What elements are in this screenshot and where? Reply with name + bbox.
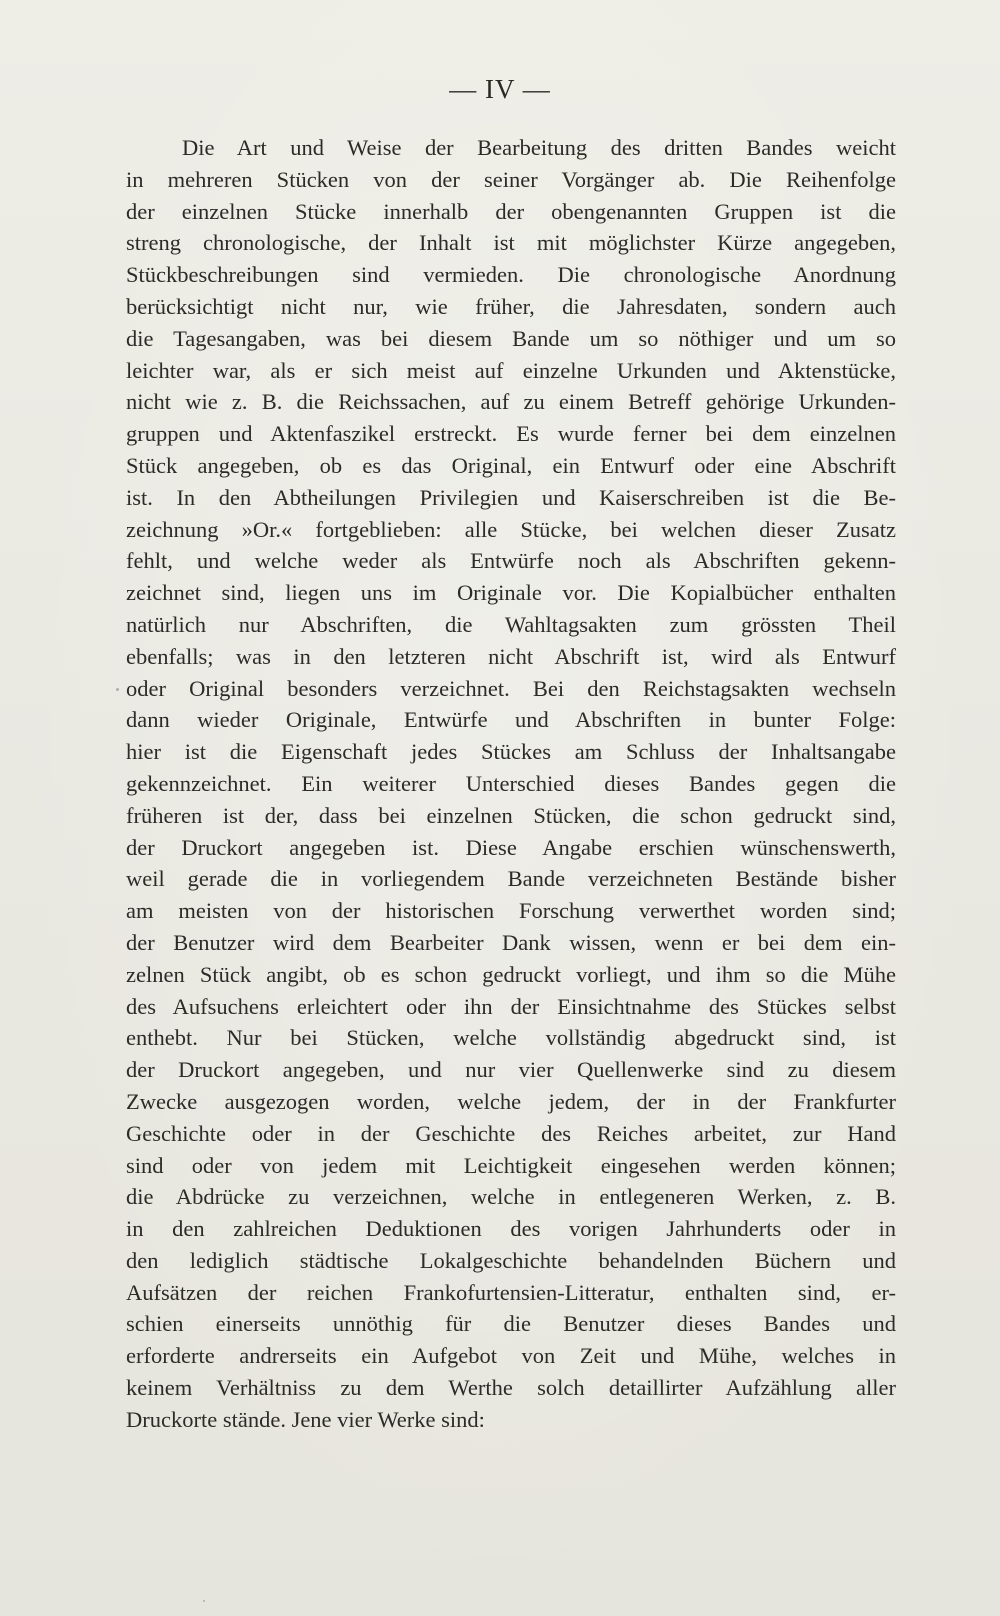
text-line: den lediglich städtische Lokalgeschichte behandelnden Büchern und <box>126 1247 896 1273</box>
text-line: Die Art und Weise der Bearbeitung des dritten Bandes weicht <box>182 135 896 160</box>
text-line: des Aufsuchens erleichtert oder ihn der Einsichtnahme des Stückes selbst <box>126 993 896 1019</box>
text-line: am meisten von der historischen Forschung verwerthet worden sind; <box>126 898 896 924</box>
text-line: zelnen Stück angibt, ob es schon gedruckt vorliegt, und ihm so die Mühe <box>126 961 896 987</box>
text-line: in den zahlreichen Deduktionen des vorigen Jahrhunderts oder in <box>126 1216 896 1242</box>
text-line: erforderte andrerseits ein Aufgebot von Zeit und Mühe, welches in <box>126 1343 896 1369</box>
text-line: der Druckort angegeben, und nur vier Quellenwerke sind zu diesem <box>126 1057 896 1083</box>
text-line: zeichnung »Or.« fortgeblieben: alle Stücke, bei welchen dieser Zusatz <box>126 516 896 542</box>
text-line: Stückbeschreibungen sind vermieden. Die chronologische Anordnung <box>126 262 896 288</box>
paper-speck <box>116 688 119 691</box>
text-line: der einzelnen Stücke innerhalb der obengenannten Gruppen ist die <box>126 198 896 224</box>
text-line: der Benutzer wird dem Bearbeiter Dank wissen, wenn er bei dem ein- <box>126 929 896 955</box>
text-line: ist. In den Abtheilungen Privilegien und Kaiserschreiben ist die Be- <box>126 484 896 510</box>
text-line: die Tagesangaben, was bei diesem Bande um so nöthiger und um so <box>126 325 896 351</box>
text-line: leichter war, als er sich meist auf einzelne Urkunden und Aktenstücke, <box>126 357 896 383</box>
text-line: berücksichtigt nicht nur, wie früher, die Jahresdaten, sondern auch <box>126 293 896 319</box>
text-line: oder Original besonders verzeichnet. Bei den Reichstagsakten wechseln <box>126 675 896 701</box>
text-line: natürlich nur Abschriften, die Wahltagsakten zum grössten Theil <box>126 611 896 637</box>
text-line: streng chronologische, der Inhalt ist mit möglichster Kürze angegeben, <box>126 230 896 256</box>
text-line: in mehreren Stücken von der seiner Vorgänger ab. Die Reihenfolge <box>126 166 896 192</box>
text-line: Aufsätzen der reichen Frankofurtensien-Litteratur, enthalten sind, er- <box>126 1279 896 1305</box>
page-number: — IV — <box>449 74 551 104</box>
text-line: Geschichte oder in der Geschichte des Reiches arbeitet, zur Hand <box>126 1120 896 1146</box>
text-line: Druckorte stände. Jene vier Werke sind: <box>126 1406 485 1432</box>
text-line: sind oder von jedem mit Leichtigkeit eingesehen werden können; <box>126 1152 896 1178</box>
text-line: gekennzeichnet. Ein weiterer Unterschied dieses Bandes gegen die <box>126 770 896 796</box>
paper-speck <box>203 1600 205 1602</box>
text-line: keinem Verhältniss zu dem Werthe solch detaillirter Aufzählung aller <box>126 1375 896 1401</box>
text-line: fehlt, und welche weder als Entwürfe noch als Abschriften gekenn- <box>126 548 896 574</box>
text-line: zeichnet sind, liegen uns im Originale vor. Die Kopialbücher enthalten <box>126 580 896 606</box>
text-line: die Abdrücke zu verzeichnen, welche in entlegeneren Werken, z. B. <box>126 1184 896 1210</box>
text-line: gruppen und Aktenfaszikel erstreckt. Es wurde ferner bei dem einzelnen <box>126 421 896 447</box>
text-line: hier ist die Eigenschaft jedes Stückes am Schluss der Inhaltsangabe <box>126 739 896 765</box>
text-line: Stück angegeben, ob es das Original, ein Entwurf oder eine Abschrift <box>126 452 896 478</box>
text-line: Zwecke ausgezogen worden, welche jedem, der in der Frankfurter <box>126 1088 896 1114</box>
text-line: enthebt. Nur bei Stücken, welche vollständig abgedruckt sind, ist <box>126 1025 896 1051</box>
text-line: schien einerseits unnöthig für die Benutzer dieses Bandes und <box>126 1311 896 1337</box>
text-line: weil gerade die in vorliegendem Bande verzeichneten Bestände bisher <box>126 866 896 892</box>
text-line: nicht wie z. B. die Reichssachen, auf zu einem Betreff gehörige Urkunden- <box>126 389 896 415</box>
text-line: dann wieder Originale, Entwürfe und Abschriften in bunter Folge: <box>126 707 896 733</box>
text-line: der Druckort angegeben ist. Diese Angabe erschien wünschenswerth, <box>126 834 896 860</box>
text-line: früheren ist der, dass bei einzelnen Stücken, die schon gedruckt sind, <box>126 802 896 828</box>
body-text <box>126 132 896 1436</box>
text-line: ebenfalls; was in den letzteren nicht Abschrift ist, wird als Entwurf <box>126 643 896 669</box>
